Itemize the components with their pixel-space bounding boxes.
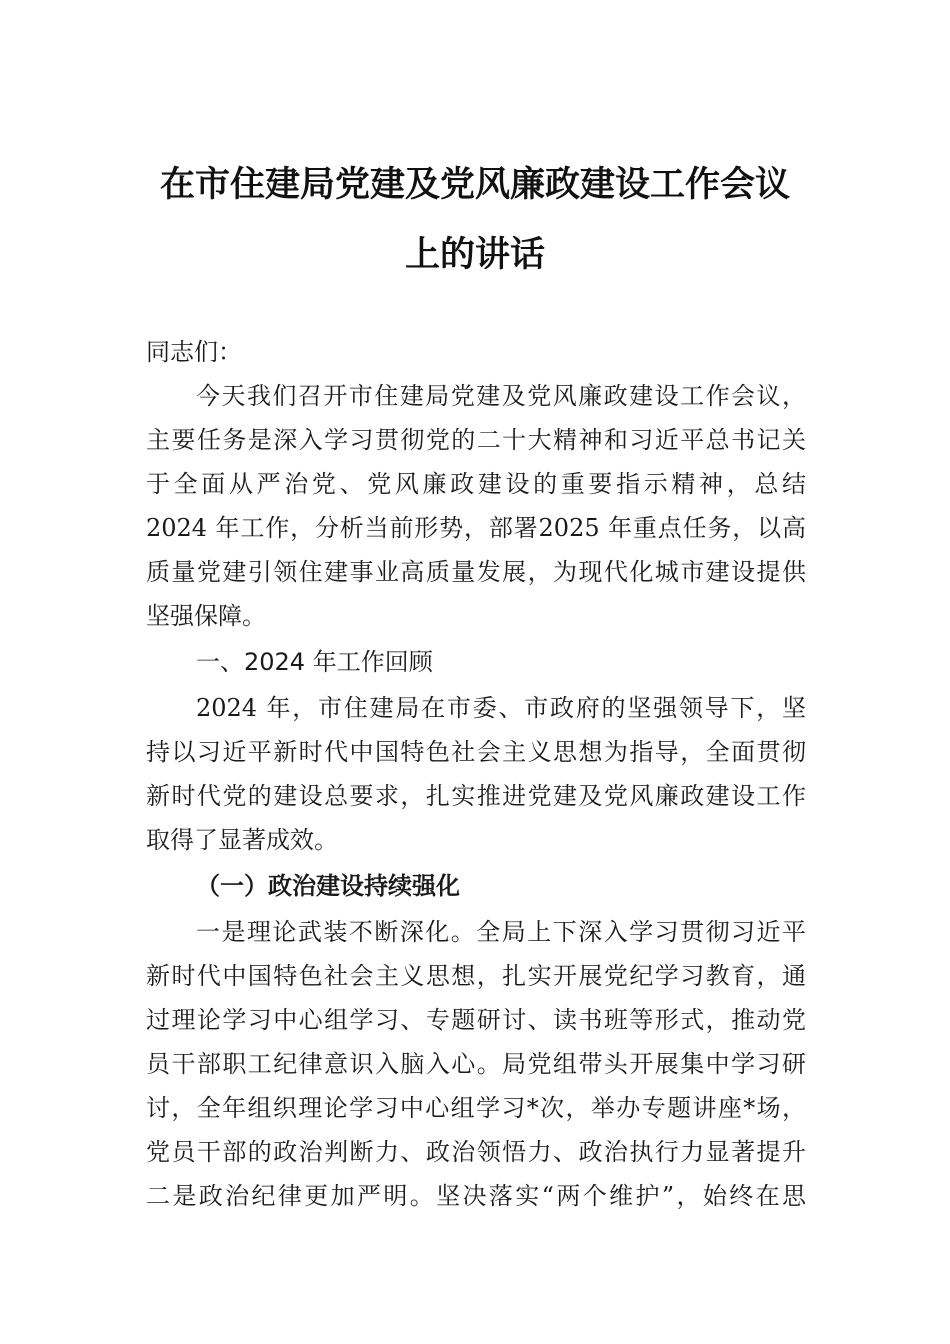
intro-line: 质量党建引领住建事业高质量发展，为现代化城市建设提供 bbox=[146, 558, 806, 586]
salutation: 同志们： bbox=[146, 338, 242, 366]
section-line: 取得了显著成效。 bbox=[146, 826, 338, 854]
subsection-line: 员干部职工纪律意识入脑入心。局党组带头开展集中学习研 bbox=[146, 1050, 806, 1078]
section-line: 2024 年，市住建局在市委、市政府的坚强领导下，坚 bbox=[196, 694, 806, 722]
document-title-line-2: 上的讲话 bbox=[404, 235, 545, 275]
section-line: 新时代党的建设总要求，扎实推进党建及党风廉政建设工作 bbox=[146, 782, 806, 810]
subsection-line: 一是理论武装不断深化。全局上下深入学习贯彻习近平 bbox=[196, 918, 806, 946]
intro-line: 今天我们召开市住建局党建及党风廉政建设工作会议， bbox=[196, 382, 806, 410]
document-title-line-1: 在市住建局党建及党风廉政建设工作会议 bbox=[159, 165, 790, 205]
subsection-heading: （一）政治建设持续强化 bbox=[196, 872, 460, 900]
section-heading: 一、2024 年工作回顾 bbox=[196, 648, 433, 676]
subsection-line: 讨，全年组织理论学习中心组学习*次，举办专题讲座*场， bbox=[146, 1094, 806, 1122]
section-line: 持以习近平新时代中国特色社会主义思想为指导，全面贯彻 bbox=[146, 738, 806, 766]
intro-line: 坚强保障。 bbox=[146, 602, 266, 630]
subsection-line: 过理论学习中心组学习、专题研讨、读书班等形式，推动党 bbox=[146, 1006, 806, 1034]
intro-line: 主要任务是深入学习贯彻党的二十大精神和习近平总书记关 bbox=[146, 426, 806, 454]
subsection-line: 二是政治纪律更加严明。坚决落实“两个维护”，始终在思 bbox=[146, 1182, 806, 1210]
intro-line: 于全面从严治党、党风廉政建设的重要指示精神，总结 bbox=[146, 470, 806, 498]
subsection-line: 党员干部的政治判断力、政治领悟力、政治执行力显著提升 bbox=[146, 1138, 806, 1166]
intro-line: 2024 年工作，分析当前形势，部署2025 年重点任务，以高 bbox=[146, 514, 806, 542]
subsection-line: 新时代中国特色社会主义思想，扎实开展党纪学习教育，通 bbox=[146, 962, 806, 990]
